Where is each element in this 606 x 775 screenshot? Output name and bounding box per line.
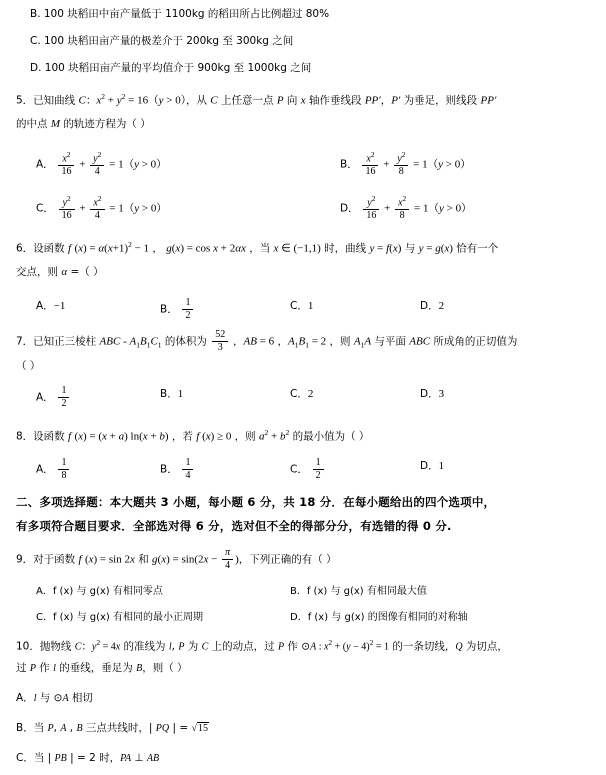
q7-option-a: A． $\frac{1}{2}$ <box>36 386 71 410</box>
q7-option-b: B．1 <box>160 388 184 400</box>
q8-stem-line1: 8．设函数 f (x) = (x + a) ln(x + b) ，若 f (x) ≥ 0 ，则 $a^2 + b^2$ 的最小值为（ ） <box>16 428 370 443</box>
q6-stem-line1: 6．设函数 f $(x) = \alpha(x+1)^2 - 1$ ， g(x) = cos x + 2αx ，当 x ∈ (−1,1) 时，曲线 y = f(x) 与 y = g(x) 恰有一个 <box>16 240 499 255</box>
q10-option-b: B．当 P, A , B 三点共线时，| PQ | = √15 <box>16 722 208 734</box>
q6-option-c: C．1 <box>290 300 314 312</box>
q5-options-row1 <box>0 152 606 184</box>
q6-option-d: D．2 <box>420 300 445 312</box>
q9-option-d: D．f (x) 与 g(x) 的图像有相同的对称轴 <box>290 612 468 623</box>
q8-options-row <box>0 458 606 486</box>
q5-option-a: A． $\frac{x^2}{16}$ + $\frac{y^2}{4}$ = 1（y > 0） <box>36 150 167 177</box>
q6-option-a: A．−1 <box>36 300 66 312</box>
q6-option-b: B． $\frac{1}{2}$ <box>160 298 195 322</box>
q5-option-b: B． $\frac{x^2}{16}$ + $\frac{y^2}{8}$ = 1（y > 0） <box>340 150 471 177</box>
section2-heading-line1: 二、多项选择题：本大题共 3 小题，每小题 6 分，共 18 分．在每小题给出的四个选项中， <box>16 495 496 509</box>
q8-option-d: D．1 <box>420 460 445 472</box>
q9-stem: 9．对于函数 f (x) = sin 2x 和 g(x) = sin(2x − $\frac{\pi}{4}$ )，下列正确的有（ ） <box>16 547 337 571</box>
q10-option-c: C．当 | PB | = 2 时，PA ⊥ AB <box>16 752 160 764</box>
q9-option-b: B．f (x) 与 g(x) 有相同最大值 <box>290 586 427 597</box>
q10-stem-line1: 10．抛物线 C：$y^2 = 4x$ 的准线为 l, P 为 C 上的动点，过 P 作 ⊙A : $x^2 + (y - 4)^2 = 1$ 的一条切线，Q 为切点， <box>16 638 508 653</box>
q8-option-a: A． $\frac{1}{8}$ <box>36 458 71 482</box>
q7-option-c: C．2 <box>290 388 314 400</box>
q7-stem-line2: （ ） <box>16 360 41 372</box>
q10-option-a: A．l 与 ⊙A 相切 <box>16 692 93 704</box>
q8-option-b: B． $\frac{1}{4}$ <box>160 458 195 482</box>
q9-options-row1 <box>0 582 606 604</box>
q5-option-d: D． $\frac{y^2}{16}$ + $\frac{x^2}{8}$ = 1（y > 0） <box>340 194 472 221</box>
q4-option-c: C. 100 块稻田亩产量的极差介于 200kg 至 300kg 之间 <box>30 35 294 47</box>
q5-stem-pre: 5．已知曲线 <box>16 94 79 107</box>
q10-stem-line2: 过 P 作 l 的垂线，垂足为 B，则（ ） <box>16 662 188 674</box>
q5-options-row2 <box>0 196 606 228</box>
q7-option-d: D．3 <box>420 388 445 400</box>
q6-options-row <box>0 298 606 326</box>
q8-option-c: C． $\frac{1}{2}$ <box>290 458 326 482</box>
q4-option-d: D. 100 块稻田亩产量的平均值介于 900kg 至 1000kg 之间 <box>30 62 312 74</box>
q5-option-c: C． $\frac{y^2}{16}$ + $\frac{x^2}{4}$ = 1（y > 0） <box>36 194 167 221</box>
q9-option-a: A．f (x) 与 g(x) 有相同零点 <box>36 586 163 597</box>
q9-option-c: C．f (x) 与 g(x) 有相同的最小正周期 <box>36 612 204 623</box>
q5-stem-line2: 的中点 M 的轨迹方程为（ ） <box>16 118 151 130</box>
q6-stem-line2: 交点，则 α =（ ） <box>16 266 104 278</box>
q7-stem-line1: 7．已知正三棱柱 ABC - $A_1B_1C_1$ 的体积为 $\frac{52}{3}$ ，AB = 6 ，$A_1B_1 = 2$ ，则 $A_1A$ 与平面 ABC 所成角的正切值为 <box>16 329 518 353</box>
q4-option-b: B. 100 块稻田中亩产量低于 1100kg 的稻田所占比例超过 80% <box>30 8 330 20</box>
q5-stem-line1: 5．已知曲线 C：$x^2 + y^2 = 16(y > 0)$，从 C 上任意一点 P 向 x 轴作垂线段 PP′，P′ 为垂足，则线段 PP′ <box>16 92 497 107</box>
q9-options-row2 <box>0 608 606 630</box>
q7-options-row <box>0 386 606 414</box>
section2-heading-line2: 有多项符合题目要求．全部选对得 6 分，选对但不全的得部分分，有选错的得 0 分. <box>16 519 452 533</box>
